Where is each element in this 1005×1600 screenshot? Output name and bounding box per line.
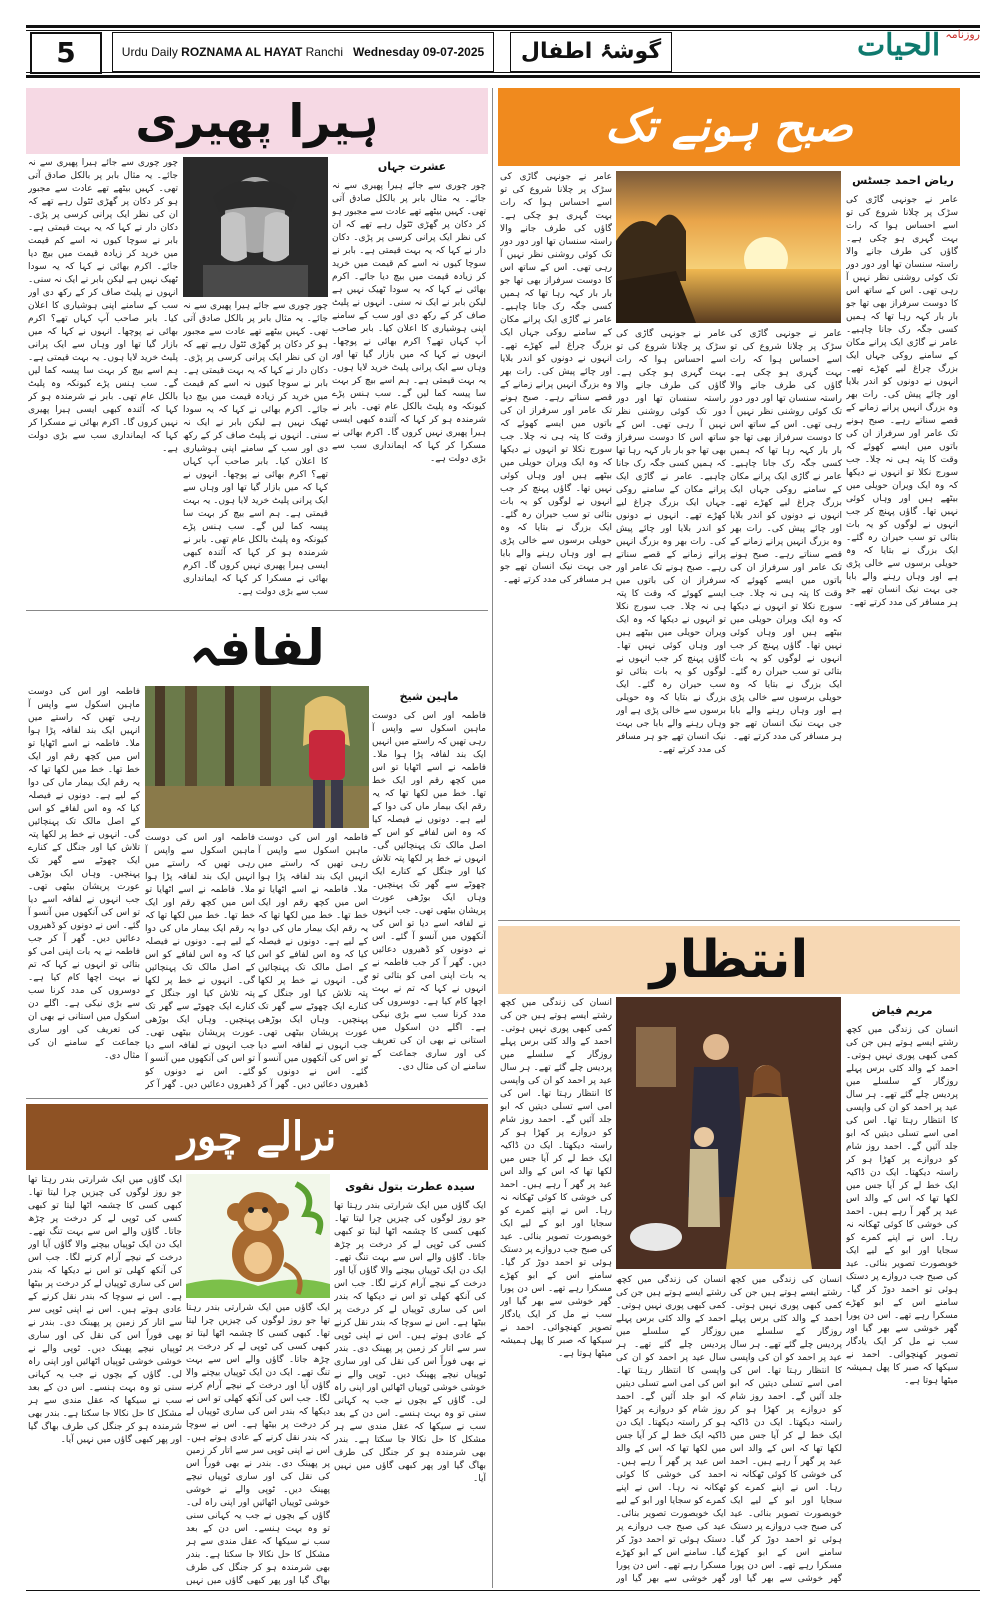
logo-main-text: الحیات [856, 28, 941, 63]
story-text-continued: چور چوری سے جائے ہیرا پھیری سے نہ جائے۔ یہ مثال بابر پر بالکل صادق آتی تھی۔ کہیں بیٹھے تھے عادت سے مجبور ہو کر دکان پر گھڑی ٹٹول رہے تھے کہ ان کی نظر ایک پرانی کرسی پر پڑی۔ دکان دار نے کہا کہ یہ بہت قیمتی ہے۔ بابر نے سوچا کیوں نہ اسے کم قیمت میں خرید کر زیادہ قیمت میں بیچ دیا جائے۔ اکرم بھائی نے کہا کہ یہ سودا ٹھیک نہیں ہے لیکن بابر نے ایک نہ سنی۔ انہوں نے پلیٹ صاف کر کے رکھ دی اور سب کے سامنے اپنی ہوشیاری کا اعلان کیا۔ بابر صاحب آپ کہاں تھے؟ اکرم بھائی نے پوچھا۔ انہوں نے کہا کہ میں بازار گیا تھا اور وہاں سے ایک پرانی پلیٹ خرید لایا ہوں۔ یہ بہت قیمتی ہے۔ ہم اسے بیچ کر بہت سا پیسہ کما لیں گے۔ سب ہنس پڑے کیونکہ وہ پلیٹ بالکل عام تھی۔ بابر نے شرمندہ ہو کر کہا کہ آئندہ کبھی ایسی ہیرا پھیری نہیں کروں گا۔ اکرم بھائی نے مسکرا کر کہا کہ ایمانداری سب سے بڑی دولت ہے۔ [28, 158, 178, 454]
sunrise-over-lake-photo [616, 171, 841, 323]
girl-with-backpack-in-forest-photo [145, 686, 369, 828]
logo-small-text: روزنامہ [945, 28, 980, 41]
story-text-continued: عامر نے جونہی گاڑی کی سڑک پر چلانا شروع کی تو اسے احساس ہوا کہ رات بہت گہری ہو چکی ہے۔ گاؤں کی طرف جانے والا راستہ سنسان تھا اور دور دور تک کوئی روشنی نظر نہیں آ رہی تھی۔ اس کے ساتھ اس کا دوست سرفراز بھی تھا جو بار بار کہہ رہا تھا کہ ہمیں کسی جگہ رک جانا چاہیے۔ عامر نے گاڑی ایک پرانے مکان کے سامنے روکی جہاں ایک بزرگ چراغ لیے کھڑے تھے۔ انہوں نے دونوں کو اندر بلایا اور چائے پیش کی۔ رات بھر وہ بزرگ انہیں پرانے زمانے کے قصے سناتے رہے۔ صبح ہونے تک عامر اور سرفراز ان کی باتوں میں ایسے کھوئے کہ وقت کا پتہ ہی نہ چلا۔ جب سورج نکلا تو انہوں نے دیکھا کہ وہ ایک ویران حویلی میں بیٹھے ہیں اور وہاں کوئی نہیں تھا۔ گاؤں پہنچ کر جب انہوں نے لوگوں کو یہ بات بتائی تو سب حیران رہ گئے۔ ایک بزرگ نے بتایا کہ وہ حویلی برسوں سے خالی پڑی ہے اور وہاں رہنے والے بابا جی بہت نیک انسان تھے جو ہر مسافر کی مدد کرتے تھے۔ [730, 329, 842, 742]
story-text: فاطمہ اور اس کی دوست ماہین اسکول سے واپس آ رہی تھیں کہ راستے میں انہیں ایک بند لفافہ پڑا ہوا ملا۔ فاطمہ نے اسے اٹھایا تو اس میں کچھ رقم اور ایک خط تھا۔ خط میں لکھا تھا کہ یہ رقم ایک بیمار ماں کی دوا کے لیے ہے۔ دونوں نے فیصلہ کیا کہ وہ اس لفافے کو اس کے اصل مالک تک پہنچائیں گی۔ انہوں نے خط پر لکھا پتہ تلاش کیا اور جنگل کے کنارے ایک چھوٹے سے گھر تک پہنچیں۔ وہاں ایک بوڑھی عورت پریشان بیٹھی تھی۔ جب انہوں نے لفافہ اسے دیا تو اس کی آنکھوں میں آنسو آ گئے۔ اس نے دونوں کو ڈھیروں دعائیں دیں۔ گھر آ کر جب فاطمہ نے یہ بات اپنی امی کو بتائی تو انہوں نے کہا کہ تم نے بہت اچھا کام کیا ہے۔ دوسروں کی مدد کرنا سب سے بڑی نیکی ہے۔ اگلے دن اسکول میں استانی نے بھی ان کی تعریف کی اور ساری جماعت کے سامنے ان کی مثال دی۔ [372, 711, 486, 1072]
page-bottom-rule [26, 1590, 980, 1591]
story-text: ایک گاؤں میں ایک شرارتی بندر رہتا تھا جو روز لوگوں کی چیزیں چرا لیتا تھا۔ کبھی کسی کا چشمہ اٹھا لیتا تو کبھی کسی کی ٹوپی لے کر درخت پر چڑھ جاتا۔ گاؤں والے اس سے بہت تنگ تھے۔ ایک دن ایک ٹوپیاں بیچنے والا گاؤں آیا اور درخت کے نیچے آرام کرنے لگا۔ جب اس کی آنکھ کھلی تو اس نے دیکھا کہ بندر اس کی ساری ٹوپیاں لے کر درخت پر بیٹھا ہے۔ اس نے سوچا کہ بندر نقل کرنے کے عادی ہوتے ہیں۔ اس نے اپنی ٹوپی سر سے اتار کر زمین پر پھینک دی۔ بندر نے بھی فوراً اس کی نقل کی اور ساری ٹوپیاں نیچے پھینک دیں۔ ٹوپی والے نے خوشی خوشی ٹوپیاں اٹھائیں اور اپنی راہ لی۔ گاؤں کے بچوں نے جب یہ کہانی سنی تو وہ بہت ہنسے۔ اس دن کے بعد سب نے سیکھا کہ عقل مندی سے ہر مشکل کا حل نکالا جا سکتا ہے۔ بندر بھی شرمندہ ہو کر جنگل کی طرف بھاگ گیا اور پھر کبھی گاؤں میں نہیں آیا۔ [334, 1201, 486, 1484]
newspaper-name: ROZNAMA AL HAYAT [181, 45, 303, 59]
story-title: ہیرا پھیری [135, 94, 379, 148]
section-divider [26, 610, 488, 611]
story-banner [498, 926, 960, 994]
story-text-continued: فاطمہ اور اس کی دوست ماہین اسکول سے واپس آ رہی تھیں کہ راستے میں انہیں ایک بند لفافہ پڑا ہوا ملا۔ فاطمہ نے اسے اٹھایا تو اس میں کچھ رقم اور ایک خط تھا۔ خط میں لکھا تھا کہ یہ رقم ایک بیمار ماں کی دوا کے لیے ہے۔ دونوں نے فیصلہ کیا کہ وہ اس لفافے کو اس کے اصل مالک تک پہنچائیں گی۔ انہوں نے خط پر لکھا پتہ تلاش کیا اور جنگل کے کنارے ایک چھوٹے سے گھر تک پہنچیں۔ وہاں ایک بوڑھی عورت پریشان بیٹھی تھی۔ جب انہوں نے لفافہ اسے دیا تو اس کی آنکھوں میں آنسو آ گئے۔ اس نے دونوں کو ڈھیروں دعائیں دیں۔ گھر آ کر [145, 833, 255, 1090]
section-title: گوشۂ اطفال [510, 32, 672, 72]
page-number: 5 [30, 32, 102, 74]
story-byline: عشرت جہاں [377, 160, 447, 173]
story-text: عامر نے جونہی گاڑی کی سڑک پر چلانا شروع کی تو اسے احساس ہوا کہ رات بہت گہری ہو چکی ہے۔ گاؤں کی طرف جانے والا راستہ سنسان تھا اور دور دور تک کوئی روشنی نظر نہیں آ رہی تھی۔ اس کے ساتھ اس کا دوست سرفراز بھی تھا جو بار بار کہہ رہا تھا کہ ہمیں کسی جگہ رک جانا چاہیے۔ عامر نے گاڑی ایک پرانے مکان کے سامنے روکی جہاں ایک بزرگ چراغ لیے کھڑے تھے۔ انہوں نے دونوں کو اندر بلایا اور چائے پیش کی۔ رات بھر وہ بزرگ انہیں پرانے زمانے کے قصے سناتے رہے۔ صبح ہونے تک عامر اور سرفراز ان کی باتوں میں ایسے کھوئے کہ وقت کا پتہ ہی نہ چلا۔ جب سورج نکلا تو انہوں نے دیکھا کہ وہ ایک ویران حویلی میں بیٹھے ہیں اور وہاں کوئی نہیں تھا۔ گاؤں پہنچ کر جب انہوں نے لوگوں کو یہ بات بتائی تو سب حیران رہ گئے۔ ایک بزرگ نے بتایا کہ وہ حویلی برسوں سے خالی پڑی ہے اور وہاں رہنے والے بابا جی بہت نیک انسان تھے جو ہر مسافر کی مدد کرتے تھے۔ [846, 195, 958, 608]
story-banner [26, 616, 488, 680]
edition-date: Wednesday 09-07-2025 [353, 45, 485, 59]
story-byline: ماہین شیخ [399, 690, 459, 703]
story-text-continued: ایک گاؤں میں ایک شرارتی بندر رہتا تھا جو روز لوگوں کی چیزیں چرا لیتا تھا۔ کبھی کسی کا چشمہ اٹھا لیتا تو کبھی کسی کی ٹوپی لے کر درخت پر چڑھ جاتا۔ گاؤں والے اس سے بہت تنگ تھے۔ ایک دن ایک ٹوپیاں بیچنے والا گاؤں آیا اور درخت کے نیچے آرام کرنے لگا۔ جب اس کی آنکھ کھلی تو اس نے دیکھا کہ بندر اس کی ساری ٹوپیاں لے کر درخت پر بیٹھا ہے۔ اس نے سوچا کہ بندر نقل کرنے کے عادی ہوتے ہیں۔ اس نے اپنی ٹوپی سر سے اتار کر زمین پر پھینک دی۔ بندر نے بھی فوراً اس کی نقل کی اور ساری ٹوپیاں نیچے پھینک دیں۔ ٹوپی والے نے خوشی خوشی ٹوپیاں اٹھائیں اور اپنی راہ لی۔ گاؤں کے بچوں نے جب یہ کہانی سنی تو وہ بہت ہنسے۔ اس دن کے بعد سب نے سیکھا کہ عقل مندی سے ہر مشکل کا حل نکالا جا سکتا ہے۔ بندر بھی شرمندہ ہو کر جنگل کی طرف بھاگ گیا اور پھر کبھی گاؤں میں نہیں [186, 1303, 330, 1585]
story-title: انتظار [649, 930, 809, 990]
story-text-continued: فاطمہ اور اس کی دوست ماہین اسکول سے واپس آ رہی تھیں کہ راستے میں انہیں ایک بند لفافہ پڑا ہوا ملا۔ فاطمہ نے اسے اٹھایا تو اس میں کچھ رقم اور ایک خط تھا۔ خط میں لکھا تھا کہ یہ رقم ایک بیمار ماں کی دوا کے لیے ہے۔ دونوں نے فیصلہ کیا کہ وہ اس لفافے کو اس کے اصل مالک تک پہنچائیں گی۔ انہوں نے خط پر لکھا پتہ تلاش کیا اور جنگل کے کنارے ایک چھوٹے سے گھر تک پہنچیں۔ وہاں ایک بوڑھی عورت پریشان بیٹھی تھی۔ جب انہوں نے لفافہ اسے دیا تو اس کی آنکھوں میں آنسو آ گئے۔ اس نے دونوں کو ڈھیروں دعائیں دیں۔ گھر آ کر جب فاطمہ نے یہ بات اپنی امی کو بتائی تو انہوں نے کہا کہ تم نے بہت اچھا کام کیا ہے۔ دوسروں کی مدد کرنا سب سے بڑی نیکی ہے۔ اگلے دن اسکول میں استانی نے بھی ان کی تعریف کی اور ساری جماعت کے سامنے ان کی مثال دی۔ [28, 687, 140, 1061]
masthead-bottom-rule [26, 75, 980, 78]
story-text-continued: فاطمہ اور اس کی دوست ماہین اسکول سے واپس آ رہی تھیں کہ راستے میں انہیں ایک بند لفافہ پڑا ہوا ملا۔ فاطمہ نے اسے اٹھایا تو اس میں کچھ رقم اور ایک خط تھا۔ خط میں لکھا تھا کہ یہ رقم ایک بیمار ماں کی دوا کے لیے ہے۔ دونوں نے فیصلہ کیا کہ وہ اس لفافے کو اس کے اصل مالک تک پہنچائیں گی۔ انہوں نے خط پر لکھا پتہ تلاش کیا اور جنگل کے کنارے ایک چھوٹے سے گھر تک پہنچیں۔ وہاں ایک بوڑھی عورت پریشان بیٹھی تھی۔ جب انہوں نے لفافہ اسے دیا تو اس کی آنکھوں میں آنسو آ گئے۔ اس نے دونوں کو ڈھیروں دعائیں دیں۔ گھر آ کر [258, 833, 368, 1090]
masthead-inner-rule-bottom [26, 72, 980, 73]
story-text-continued: انسان کی زندگی میں کچھ رشتے ایسے ہوتے ہیں جن کی کمی کبھی پوری نہیں ہوتی۔ احمد کے والد کئی برس پہلے روزگار کے سلسلے میں پردیس چلے گئے تھے۔ ہر سال عید پر احمد کو ان کی واپسی کا انتظار رہتا تھا۔ اس کی امی اسے تسلی دیتیں کہ ابو جلد آئیں گے۔ احمد روز شام کو دروازے پر کھڑا ہو کر راستہ دیکھتا۔ ایک دن ڈاکیہ ایک خط لے کر آیا جس میں لکھا تھا کہ اس کے والد اس عید پر گھر آ رہے ہیں۔ احمد کی خوشی کا کوئی ٹھکانہ نہ رہا۔ اس نے اپنے کمرے کو سجایا اور ابو کے لیے ایک خوبصورت تصویر بنائی۔ عید کی صبح جب دروازے پر دستک ہوئی تو احمد دوڑ کر گیا۔ سامنے اس کے ابو کھڑے مسکرا رہے تھے۔ اس دن پورا گھر خوشی سے بھر گیا اور [616, 1275, 726, 1584]
story-text: چور چوری سے جائے ہیرا پھیری سے نہ جائے۔ یہ مثال بابر پر بالکل صادق آتی تھی۔ کہیں بیٹھے تھے عادت سے مجبور ہو کر دکان پر گھڑی ٹٹول رہے تھے کہ ان کی نظر ایک پرانی کرسی پر پڑی۔ دکان دار نے کہا کہ یہ بہت قیمتی ہے۔ بابر نے سوچا کیوں نہ اسے کم قیمت میں خرید کر زیادہ قیمت میں بیچ دیا جائے۔ اکرم بھائی نے کہا کہ یہ سودا ٹھیک نہیں ہے لیکن بابر نے ایک نہ سنی۔ انہوں نے پلیٹ صاف کر کے رکھ دی اور سب کے سامنے اپنی ہوشیاری کا اعلان کیا۔ بابر صاحب آپ کہاں تھے؟ اکرم بھائی نے پوچھا۔ انہوں نے کہا کہ میں بازار گیا تھا اور وہاں سے ایک پرانی پلیٹ خرید لایا ہوں۔ یہ بہت قیمتی ہے۔ ہم اسے بیچ کر بہت سا پیسہ کما لیں گے۔ سب ہنس پڑے کیونکہ وہ پلیٹ بالکل عام تھی۔ بابر نے شرمندہ ہو کر کہا کہ آئندہ کبھی ایسی ہیرا پھیری نہیں کروں گا۔ اکرم بھائی نے مسکرا کر کہا کہ ایمانداری سب سے بڑی دولت ہے۔ [332, 181, 486, 464]
story-text-continued: انسان کی زندگی میں کچھ رشتے ایسے ہوتے ہیں جن کی کمی کبھی پوری نہیں ہوتی۔ احمد کے والد کئی برس پہلے روزگار کے سلسلے میں پردیس چلے گئے تھے۔ ہر سال عید پر احمد کو ان کی واپسی کا انتظار رہتا تھا۔ اس کی امی اسے تسلی دیتیں کہ ابو جلد آئیں گے۔ احمد روز شام کو دروازے پر کھڑا ہو کر راستہ دیکھتا۔ ایک دن ڈاکیہ ایک خط لے کر آیا جس میں لکھا تھا کہ اس کے والد اس عید پر گھر آ رہے ہیں۔ احمد کی خوشی کا کوئی ٹھکانہ نہ رہا۔ اس نے اپنے کمرے کو سجایا اور ابو کے لیے ایک خوبصورت تصویر بنائی۔ عید کی صبح جب دروازے پر دستک ہوئی تو احمد دوڑ کر گیا۔ سامنے اس کے ابو کھڑے مسکرا رہے تھے۔ اس دن پورا گھر خوشی سے بھر گیا اور سب نے مل کر ایک یادگار تصویر کھنچوائی۔ احمد نے سیکھا کہ صبر کا پھل ہمیشہ میٹھا ہوتا ہے۔ [500, 998, 612, 1359]
story-byline: سیدہ عطرت بتول نقوی [345, 1180, 475, 1193]
family-portrait-painting [616, 997, 841, 1269]
cartoon-monkey-illustration [186, 1174, 330, 1298]
story-text: انسان کی زندگی میں کچھ رشتے ایسے ہوتے ہیں جن کی کمی کبھی پوری نہیں ہوتی۔ احمد کے والد کئی برس پہلے روزگار کے سلسلے میں پردیس چلے گئے تھے۔ ہر سال عید پر احمد کو ان کی واپسی کا انتظار رہتا تھا۔ اس کی امی اسے تسلی دیتیں کہ ابو جلد آئیں گے۔ احمد روز شام کو دروازے پر کھڑا ہو کر راستہ دیکھتا۔ ایک دن ڈاکیہ ایک خط لے کر آیا جس میں لکھا تھا کہ اس کے والد اس عید پر گھر آ رہے ہیں۔ احمد کی خوشی کا کوئی ٹھکانہ نہ رہا۔ اس نے اپنے کمرے کو سجایا اور ابو کے لیے ایک خوبصورت تصویر بنائی۔ عید کی صبح جب دروازے پر دستک ہوئی تو احمد دوڑ کر گیا۔ سامنے اس کے ابو کھڑے مسکرا رہے تھے۔ اس دن پورا گھر خوشی سے بھر گیا اور سب نے مل کر ایک یادگار تصویر کھنچوائی۔ احمد نے سیکھا کہ صبر کا پھل ہمیشہ میٹھا ہوتا ہے۔ [846, 1025, 958, 1386]
story-text-continued: عامر نے جونہی گاڑی کی سڑک پر چلانا شروع کی تو اسے احساس ہوا کہ رات بہت گہری ہو چکی ہے۔ گاؤں کی طرف جانے والا راستہ سنسان تھا اور دور دور تک کوئی روشنی نظر نہیں آ رہی تھی۔ اس کے ساتھ اس کا دوست سرفراز بھی تھا جو بار بار کہہ رہا تھا کہ ہمیں کسی جگہ رک جانا چاہیے۔ عامر نے گاڑی ایک پرانے مکان کے سامنے روکی جہاں ایک بزرگ چراغ لیے کھڑے تھے۔ انہوں نے دونوں کو اندر بلایا اور چائے پیش کی۔ رات بھر وہ بزرگ انہیں پرانے زمانے کے قصے سناتے رہے۔ صبح ہونے تک عامر اور سرفراز ان کی باتوں میں ایسے کھوئے کہ وقت کا پتہ ہی نہ چلا۔ جب سورج نکلا تو انہوں نے دیکھا کہ وہ ایک ویران حویلی میں بیٹھے ہیں اور وہاں کوئی نہیں تھا۔ گاؤں پہنچ کر جب انہوں نے لوگوں کو یہ بات بتائی تو سب حیران رہ گئے۔ ایک بزرگ نے بتایا کہ وہ حویلی برسوں سے خالی پڑی ہے اور وہاں رہنے والے بابا جی بہت نیک انسان تھے جو ہر مسافر کی مدد کرتے تھے۔ [616, 329, 726, 755]
section-divider [498, 920, 960, 921]
story-banner [498, 88, 960, 166]
story-byline: ریاض احمد جسٹس [852, 174, 954, 187]
story-byline: مریم فیاض [871, 1004, 933, 1017]
edition-city: Ranchi [305, 45, 343, 59]
man-with-hands-on-face-photo [183, 157, 328, 297]
story-title: لفافہ [189, 619, 325, 677]
story-text-continued: ایک گاؤں میں ایک شرارتی بندر رہتا تھا جو روز لوگوں کی چیزیں چرا لیتا تھا۔ کبھی کسی کا چشمہ اٹھا لیتا تو کبھی کسی کی ٹوپی لے کر درخت پر چڑھ جاتا۔ گاؤں والے اس سے بہت تنگ تھے۔ ایک دن ایک ٹوپیاں بیچنے والا گاؤں آیا اور درخت کے نیچے آرام کرنے لگا۔ جب اس کی آنکھ کھلی تو اس نے دیکھا کہ بندر اس کی ساری ٹوپیاں لے کر درخت پر بیٹھا ہے۔ اس نے سوچا کہ بندر نقل کرنے کے عادی ہوتے ہیں۔ اس نے اپنی ٹوپی سر سے اتار کر زمین پر پھینک دی۔ بندر نے بھی فوراً اس کی نقل کی اور ساری ٹوپیاں نیچے پھینک دیں۔ ٹوپی والے نے خوشی خوشی ٹوپیاں اٹھائیں اور اپنی راہ لی۔ گاؤں کے بچوں نے جب یہ کہانی سنی تو وہ بہت ہنسے۔ اس دن کے بعد سب نے سیکھا کہ عقل مندی سے ہر مشکل کا حل نکالا جا سکتا ہے۔ بندر بھی شرمندہ ہو کر جنگل کی طرف بھاگ گیا اور پھر کبھی گاؤں میں نہیں آیا۔ [28, 1175, 182, 1445]
story-banner [26, 1104, 488, 1170]
story-title: صبح ہونے تک [605, 101, 853, 152]
story-banner [26, 88, 488, 154]
story-text-continued: عامر نے جونہی گاڑی کی سڑک پر چلانا شروع کی تو اسے احساس ہوا کہ رات بہت گہری ہو چکی ہے۔ گاؤں کی طرف جانے والا راستہ سنسان تھا اور دور دور تک کوئی روشنی نظر نہیں آ رہی تھی۔ اس کے ساتھ اس کا دوست سرفراز بھی تھا جو بار بار کہہ رہا تھا کہ ہمیں کسی جگہ رک جانا چاہیے۔ عامر نے گاڑی ایک پرانے مکان کے سامنے روکی جہاں ایک بزرگ چراغ لیے کھڑے تھے۔ انہوں نے دونوں کو اندر بلایا اور چائے پیش کی۔ رات بھر وہ بزرگ انہیں پرانے زمانے کے قصے سناتے رہے۔ صبح ہونے تک عامر اور سرفراز ان کی باتوں میں ایسے کھوئے کہ وقت کا پتہ ہی نہ چلا۔ جب سورج نکلا تو انہوں نے دیکھا کہ وہ ایک ویران حویلی میں بیٹھے ہیں اور وہاں کوئی نہیں تھا۔ گاؤں پہنچ کر جب انہوں نے لوگوں کو یہ بات بتائی تو سب حیران رہ گئے۔ ایک بزرگ نے بتایا کہ وہ حویلی برسوں سے خالی پڑی ہے اور وہاں رہنے والے بابا جی بہت نیک انسان تھے جو ہر مسافر کی مدد کرتے تھے۔ [500, 172, 612, 585]
story-text-continued: چور چوری سے جائے ہیرا پھیری سے نہ جائے۔ یہ مثال بابر پر بالکل صادق آتی تھی۔ کہیں بیٹھے تھے عادت سے مجبور ہو کر دکان پر گھڑی ٹٹول رہے تھے کہ ان کی نظر ایک پرانی کرسی پر پڑی۔ دکان دار نے کہا کہ یہ بہت قیمتی ہے۔ بابر نے سوچا کیوں نہ اسے کم قیمت میں خرید کر زیادہ قیمت میں بیچ دیا جائے۔ اکرم بھائی نے کہا کہ یہ سودا ٹھیک نہیں ہے لیکن بابر نے ایک نہ سنی۔ انہوں نے پلیٹ صاف کر کے رکھ دی اور سب کے سامنے اپنی ہوشیاری کا اعلان کیا۔ بابر صاحب آپ کہاں تھے؟ اکرم بھائی نے پوچھا۔ انہوں نے کہا کہ میں بازار گیا تھا اور وہاں سے ایک پرانی پلیٹ خرید لایا ہوں۔ یہ بہت قیمتی ہے۔ ہم اسے بیچ کر بہت سا پیسہ کما لیں گے۔ سب ہنس پڑے کیونکہ وہ پلیٹ بالکل عام تھی۔ بابر نے شرمندہ ہو کر کہا کہ آئندہ کبھی ایسی ہیرا پھیری نہیں کروں گا۔ اکرم بھائی نے مسکرا کر کہا کہ ایمانداری سب سے بڑی دولت ہے۔ [183, 301, 328, 597]
section-divider [26, 1098, 488, 1099]
edition-info [112, 32, 494, 72]
newspaper-logo [790, 28, 980, 72]
story-text-continued: انسان کی زندگی میں کچھ رشتے ایسے ہوتے ہیں جن کی کمی کبھی پوری نہیں ہوتی۔ احمد کے والد کئی برس پہلے روزگار کے سلسلے میں پردیس چلے گئے تھے۔ ہر سال عید پر احمد کو ان کی واپسی کا انتظار رہتا تھا۔ اس کی امی اسے تسلی دیتیں کہ ابو جلد آئیں گے۔ احمد روز شام کو دروازے پر کھڑا ہو کر راستہ دیکھتا۔ ایک دن ڈاکیہ ایک خط لے کر آیا جس میں لکھا تھا کہ اس کے والد اس عید پر گھر آ رہے ہیں۔ احمد کی خوشی کا کوئی ٹھکانہ نہ رہا۔ اس نے اپنے کمرے کو سجایا اور ابو کے لیے ایک خوبصورت تصویر بنائی۔ عید کی صبح جب دروازے پر دستک ہوئی تو احمد دوڑ کر گیا۔ سامنے اس کے ابو کھڑے مسکرا رہے تھے۔ اس دن پورا گھر خوشی سے بھر گیا اور [730, 1275, 842, 1584]
edition-prefix: Urdu Daily [121, 45, 178, 59]
column-divider [492, 88, 493, 1588]
story-title: نرالے چور [177, 1113, 337, 1160]
